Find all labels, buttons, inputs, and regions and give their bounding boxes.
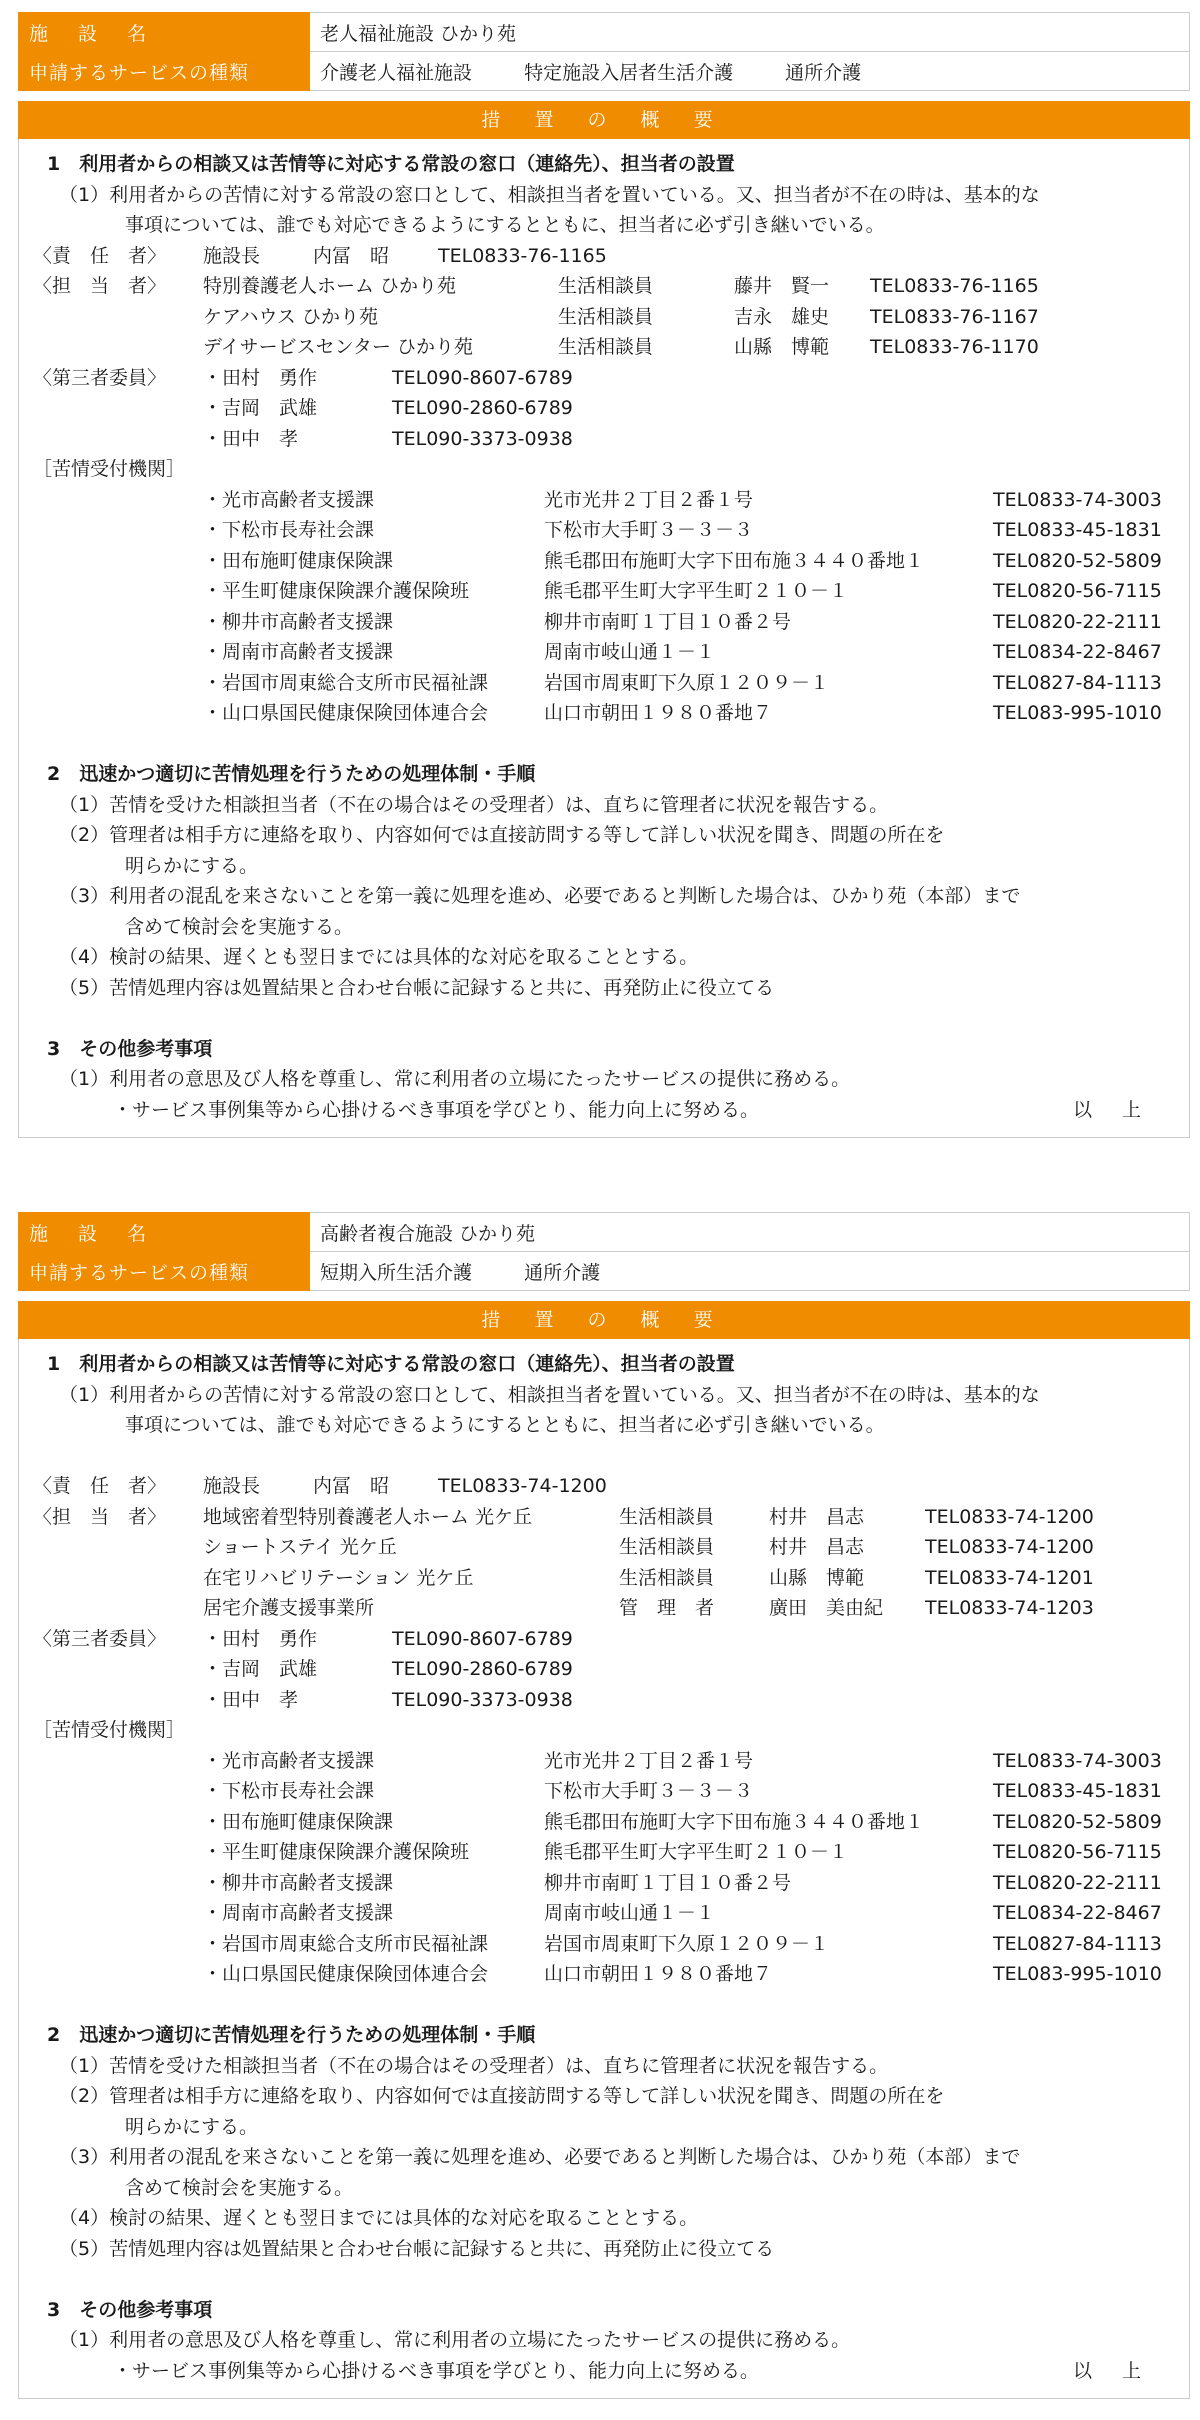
paragraph-2-5: （5）苦情処理内容は処置結果と合わせ台帳に記録すると共に、再発防止に役立てる bbox=[59, 976, 775, 999]
complaint-orgs-label: ［苦情受付機関］ bbox=[33, 458, 186, 480]
org-tel: TEL0820-22-2111 bbox=[993, 1871, 1162, 1894]
org-name: ・平生町健康保険課介護保険班 bbox=[203, 1841, 470, 1863]
heading-2: 2 迅速かつ適切に苦情処理を行うための処理体制・手順 bbox=[47, 2024, 536, 2046]
service-type-values bbox=[310, 1252, 1190, 1291]
facility-name-value: 高齢者複合施設 ひかり苑 bbox=[310, 1213, 1190, 1252]
org-name: ・柳井市高齢者支援課 bbox=[203, 1871, 394, 1894]
third-party-tel: TEL090-8607-6789 bbox=[392, 1627, 573, 1650]
manager-row bbox=[33, 1471, 1173, 1502]
staff-name: 村井 昌志 bbox=[769, 1505, 865, 1528]
org-tel: TEL0827-84-1113 bbox=[993, 1932, 1162, 1955]
org-name: ・山口県国民健康保険団体連合会 bbox=[203, 1963, 489, 1985]
heading-3: 3 その他参考事項 bbox=[47, 1037, 213, 1060]
paragraph-1-1: （1）利用者からの苦情に対する常設の窓口として、相談担当者を置いている。又、担当者が不在の時は、基本的な bbox=[59, 1383, 1040, 1406]
org-address: 下松市大手町３－３－３ bbox=[544, 519, 754, 541]
org-name: ・柳井市高齢者支援課 bbox=[203, 610, 394, 633]
org-address: 山口市朝田１９８０番地７ bbox=[544, 702, 773, 724]
staff-tel: TEL0833-76-1165 bbox=[870, 275, 1039, 297]
third-party-row bbox=[33, 363, 1173, 394]
staff-row bbox=[33, 302, 1173, 333]
staff-role: 生活相談員 bbox=[558, 275, 654, 297]
org-address: 山口市朝田１９８０番地７ bbox=[544, 1963, 773, 1985]
heading-2: 2 迅速かつ適切に苦情処理を行うための処理体制・手順 bbox=[47, 763, 536, 785]
org-tel: TEL083-995-1010 bbox=[993, 1963, 1162, 1985]
manager-name: 内冨 昭 bbox=[313, 1475, 390, 1497]
manager-tel: TEL0833-76-1165 bbox=[438, 244, 607, 267]
complaint-org-row bbox=[33, 637, 1173, 668]
service-type-label: 申請するサービスの種類 bbox=[19, 52, 310, 91]
staff-name: 藤井 賢一 bbox=[734, 275, 830, 297]
org-tel: TEL0820-22-2111 bbox=[993, 610, 1162, 633]
facility-section-1 bbox=[18, 12, 1190, 1138]
paragraph-2-3: （3）利用者の混乱を来さないことを第一義に処理を進め、必要であると判断した場合は、ひかり苑（本部）まで bbox=[59, 885, 1021, 907]
staff-role: 生活相談員 bbox=[619, 1536, 715, 1558]
overview-body bbox=[18, 139, 1190, 1138]
org-address: 周南市岐山通１－１ bbox=[544, 1902, 716, 1924]
staff-name: 廣田 美由紀 bbox=[769, 1597, 884, 1619]
third-party-tel: TEL090-3373-0938 bbox=[392, 1688, 573, 1711]
org-address: 岩国市周東町下久原１２０９－１ bbox=[544, 1932, 830, 1955]
facility-name-value: 老人福祉施設 ひかり苑 bbox=[310, 13, 1190, 52]
staff-role: 生活相談員 bbox=[558, 336, 654, 358]
staff-org: ショートステイ 光ケ丘 bbox=[203, 1536, 397, 1558]
staff-role: 生活相談員 bbox=[619, 1566, 715, 1589]
third-party-row bbox=[33, 1685, 1173, 1716]
paragraph-2-3: （3）利用者の混乱を来さないことを第一義に処理を進め、必要であると判断した場合は、ひかり苑（本部）まで bbox=[59, 2146, 1021, 2168]
third-party-row bbox=[33, 1654, 1173, 1685]
service-item: 介護老人福祉施設 bbox=[320, 61, 473, 84]
manager-label: 〈責 任 者〉 bbox=[33, 244, 167, 267]
paragraph-2-5: （5）苦情処理内容は処置結果と合わせ台帳に記録すると共に、再発防止に役立てる bbox=[59, 2237, 775, 2260]
paragraph-2-2: （2）管理者は相手方に連絡を取り、内容如何では直接訪問する等して詳しい状況を聞き、問題の所在を bbox=[59, 2085, 945, 2107]
org-address: 光市光井２丁目２番１号 bbox=[544, 1749, 754, 1772]
org-tel: TEL0834-22-8467 bbox=[993, 641, 1162, 663]
manager-role: 施設長 bbox=[203, 244, 261, 267]
paragraph-2-2-cont: 明らかにする。 bbox=[125, 854, 259, 877]
complaint-org-row bbox=[33, 1929, 1173, 1960]
org-address: 熊毛郡平生町大字平生町２１０－１ bbox=[544, 1841, 849, 1863]
complaint-org-row bbox=[33, 1959, 1173, 1990]
staff-org: ケアハウス ひかり苑 bbox=[203, 305, 378, 328]
third-party-name: ・田村 勇作 bbox=[203, 1627, 318, 1650]
paragraph-2-2: （2）管理者は相手方に連絡を取り、内容如何では直接訪問する等して詳しい状況を聞き、問題の所在を bbox=[59, 824, 945, 846]
facility-info-table bbox=[18, 12, 1190, 91]
facility-section-2 bbox=[18, 1212, 1190, 2399]
paragraph-2-1: （1）苦情を受けた相談担当者（不在の場合はその受理者）は、直ちに管理者に状況を報告する。 bbox=[59, 793, 889, 816]
facility-info-table bbox=[18, 1212, 1190, 1291]
overview-header: 措 置 の 概 要 bbox=[18, 101, 1190, 139]
complaint-org-row bbox=[33, 576, 1173, 607]
org-address: 柳井市南町１丁目１０番２号 bbox=[544, 1871, 792, 1894]
third-party-row bbox=[33, 424, 1173, 455]
paragraph-2-4: （4）検討の結果、遅くとも翌日までには具体的な対応を取ることとする。 bbox=[59, 946, 699, 968]
heading-1: 1 利用者からの相談又は苦情等に対応する常設の窓口（連絡先）、担当者の設置 bbox=[47, 153, 735, 175]
complaint-org-row bbox=[33, 698, 1173, 729]
service-item: 特定施設入居者生活介護 bbox=[524, 61, 734, 84]
third-party-row bbox=[33, 393, 1173, 424]
paragraph-3-1: （1）利用者の意思及び人格を尊重し、常に利用者の立場にたったサービスの提供に務める。 bbox=[59, 2329, 851, 2351]
paragraph-2-1: （1）苦情を受けた相談担当者（不在の場合はその受理者）は、直ちに管理者に状況を報告する。 bbox=[59, 2054, 889, 2077]
org-name: ・岩国市周東総合支所市民福祉課 bbox=[203, 671, 489, 694]
complaint-org-row bbox=[33, 668, 1173, 699]
org-tel: TEL0827-84-1113 bbox=[993, 671, 1162, 694]
manager-row bbox=[33, 241, 1173, 272]
manager-role: 施設長 bbox=[203, 1475, 261, 1497]
third-party-tel: TEL090-2860-6789 bbox=[392, 397, 573, 419]
end-mark: 以 上 bbox=[1072, 1098, 1153, 1121]
third-party-label: 〈第三者委員〉 bbox=[33, 366, 167, 389]
org-name: ・光市高齢者支援課 bbox=[203, 488, 375, 511]
complaint-orgs-label: ［苦情受付機関］ bbox=[33, 1719, 186, 1741]
third-party-name: ・田中 孝 bbox=[203, 1688, 299, 1711]
org-address: 熊毛郡田布施町大字下田布施３４４０番地１ bbox=[544, 1810, 925, 1833]
org-tel: TEL0820-52-5809 bbox=[993, 1810, 1162, 1833]
complaint-org-row bbox=[33, 1776, 1173, 1807]
staff-org: 居宅介護支援事業所 bbox=[203, 1597, 375, 1619]
staff-org: 地域密着型特別養護老人ホーム 光ケ丘 bbox=[203, 1505, 533, 1528]
org-name: ・平生町健康保険課介護保険班 bbox=[203, 580, 470, 602]
org-address: 熊毛郡田布施町大字下田布施３４４０番地１ bbox=[544, 549, 925, 572]
third-party-name: ・田村 勇作 bbox=[203, 366, 318, 389]
manager-tel: TEL0833-74-1200 bbox=[438, 1475, 607, 1497]
complaint-org-row bbox=[33, 1807, 1173, 1838]
third-party-label: 〈第三者委員〉 bbox=[33, 1627, 167, 1650]
service-item: 短期入所生活介護 bbox=[320, 1261, 473, 1284]
org-name: ・田布施町健康保険課 bbox=[203, 549, 394, 572]
paragraph-3-2-text: ・サービス事例集等から心掛けるべき事項を学びとり、能力向上に努める。 bbox=[113, 2359, 760, 2382]
staff-row bbox=[33, 1563, 1173, 1594]
org-tel: TEL0833-74-3003 bbox=[993, 1749, 1162, 1772]
staff-tel: TEL0833-74-1200 bbox=[925, 1536, 1094, 1558]
staff-role: 生活相談員 bbox=[558, 305, 654, 328]
paragraph-1-1-cont: 事項については、誰でも対応できるようにするとともに、担当者に必ず引き継いでいる。 bbox=[125, 1414, 885, 1436]
manager-name: 内冨 昭 bbox=[313, 244, 390, 267]
org-tel: TEL0820-56-7115 bbox=[993, 580, 1162, 602]
paragraph-3-2-text: ・サービス事例集等から心掛けるべき事項を学びとり、能力向上に努める。 bbox=[113, 1098, 760, 1121]
third-party-tel: TEL090-2860-6789 bbox=[392, 1658, 573, 1680]
org-name: ・下松市長寿社会課 bbox=[203, 1780, 375, 1802]
staff-row bbox=[33, 1532, 1173, 1563]
org-name: ・岩国市周東総合支所市民福祉課 bbox=[203, 1932, 489, 1955]
org-address: 熊毛郡平生町大字平生町２１０－１ bbox=[544, 580, 849, 602]
org-tel: TEL0820-56-7115 bbox=[993, 1841, 1162, 1863]
staff-org: 在宅リハビリテーション 光ケ丘 bbox=[203, 1566, 474, 1589]
org-tel: TEL0833-45-1831 bbox=[993, 519, 1162, 541]
org-address: 光市光井２丁目２番１号 bbox=[544, 488, 754, 511]
service-type-values bbox=[310, 52, 1190, 91]
org-tel: TEL0834-22-8467 bbox=[993, 1902, 1162, 1924]
org-name: ・下松市長寿社会課 bbox=[203, 519, 375, 541]
staff-row bbox=[33, 332, 1173, 363]
complaint-org-row bbox=[33, 515, 1173, 546]
staff-name: 山縣 博範 bbox=[769, 1566, 865, 1589]
third-party-name: ・吉岡 武雄 bbox=[203, 397, 318, 419]
paragraph-1-1-cont: 事項については、誰でも対応できるようにするとともに、担当者に必ず引き継いでいる。 bbox=[125, 214, 885, 236]
complaint-org-row bbox=[33, 1746, 1173, 1777]
staff-name: 村井 昌志 bbox=[769, 1536, 865, 1558]
staff-label: 〈担 当 者〉 bbox=[33, 275, 167, 297]
staff-row bbox=[33, 1502, 1173, 1533]
staff-org: 特別養護老人ホーム ひかり苑 bbox=[203, 275, 457, 297]
staff-role: 管 理 者 bbox=[619, 1597, 715, 1619]
org-tel: TEL083-995-1010 bbox=[993, 702, 1162, 724]
staff-tel: TEL0833-74-1200 bbox=[925, 1505, 1094, 1528]
paragraph-2-3-cont: 含めて検討会を実施する。 bbox=[125, 915, 354, 938]
third-party-tel: TEL090-8607-6789 bbox=[392, 366, 573, 389]
overview-header: 措 置 の 概 要 bbox=[18, 1301, 1190, 1339]
paragraph-3-1: （1）利用者の意思及び人格を尊重し、常に利用者の立場にたったサービスの提供に務める。 bbox=[59, 1068, 851, 1090]
staff-label: 〈担 当 者〉 bbox=[33, 1505, 167, 1528]
service-item: 通所介護 bbox=[785, 61, 862, 84]
org-address: 柳井市南町１丁目１０番２号 bbox=[544, 610, 792, 633]
org-address: 周南市岐山通１－１ bbox=[544, 641, 716, 663]
staff-role: 生活相談員 bbox=[619, 1505, 715, 1528]
third-party-tel: TEL090-3373-0938 bbox=[392, 427, 573, 450]
org-name: ・田布施町健康保険課 bbox=[203, 1810, 394, 1833]
org-name: ・山口県国民健康保険団体連合会 bbox=[203, 702, 489, 724]
heading-3: 3 その他参考事項 bbox=[47, 2298, 213, 2321]
service-type-label: 申請するサービスの種類 bbox=[19, 1252, 310, 1291]
staff-tel: TEL0833-76-1167 bbox=[870, 305, 1039, 328]
staff-tel: TEL0833-76-1170 bbox=[870, 336, 1039, 358]
staff-name: 山縣 博範 bbox=[734, 336, 830, 358]
org-tel: TEL0833-45-1831 bbox=[993, 1780, 1162, 1802]
heading-1: 1 利用者からの相談又は苦情等に対応する常設の窓口（連絡先）、担当者の設置 bbox=[47, 1353, 735, 1375]
manager-label: 〈責 任 者〉 bbox=[33, 1475, 167, 1497]
complaint-org-row bbox=[33, 1898, 1173, 1929]
staff-tel: TEL0833-74-1201 bbox=[925, 1566, 1094, 1589]
org-name: ・周南市高齢者支援課 bbox=[203, 1902, 394, 1924]
paragraph-2-2-cont: 明らかにする。 bbox=[125, 2115, 259, 2138]
paragraph-2-4: （4）検討の結果、遅くとも翌日までには具体的な対応を取ることとする。 bbox=[59, 2207, 699, 2229]
paragraph-2-3-cont: 含めて検討会を実施する。 bbox=[125, 2176, 354, 2199]
complaint-org-row bbox=[33, 485, 1173, 516]
org-address: 岩国市周東町下久原１２０９－１ bbox=[544, 671, 830, 694]
org-tel: TEL0833-74-3003 bbox=[993, 488, 1162, 511]
org-tel: TEL0820-52-5809 bbox=[993, 549, 1162, 572]
facility-name-label: 施 設 名 bbox=[19, 1213, 310, 1252]
org-address: 下松市大手町３－３－３ bbox=[544, 1780, 754, 1802]
staff-tel: TEL0833-74-1203 bbox=[925, 1597, 1094, 1619]
end-mark: 以 上 bbox=[1072, 2359, 1153, 2382]
third-party-row bbox=[33, 1624, 1173, 1655]
paragraph-3-2 bbox=[33, 2356, 1173, 2387]
complaint-org-row bbox=[33, 546, 1173, 577]
paragraph-3-2 bbox=[33, 1095, 1173, 1126]
org-name: ・光市高齢者支援課 bbox=[203, 1749, 375, 1772]
complaint-org-row bbox=[33, 607, 1173, 638]
third-party-name: ・吉岡 武雄 bbox=[203, 1658, 318, 1680]
facility-name-label: 施 設 名 bbox=[19, 13, 310, 52]
staff-org: デイサービスセンター ひかり苑 bbox=[203, 336, 473, 358]
overview-body bbox=[18, 1339, 1190, 2399]
complaint-org-row bbox=[33, 1837, 1173, 1868]
staff-row bbox=[33, 271, 1173, 302]
staff-row bbox=[33, 1593, 1173, 1624]
service-item: 通所介護 bbox=[524, 1261, 601, 1284]
staff-name: 吉永 雄史 bbox=[734, 305, 830, 328]
complaint-org-row bbox=[33, 1868, 1173, 1899]
third-party-name: ・田中 孝 bbox=[203, 427, 299, 450]
paragraph-1-1: （1）利用者からの苦情に対する常設の窓口として、相談担当者を置いている。又、担当者が不在の時は、基本的な bbox=[59, 183, 1040, 206]
org-name: ・周南市高齢者支援課 bbox=[203, 641, 394, 663]
